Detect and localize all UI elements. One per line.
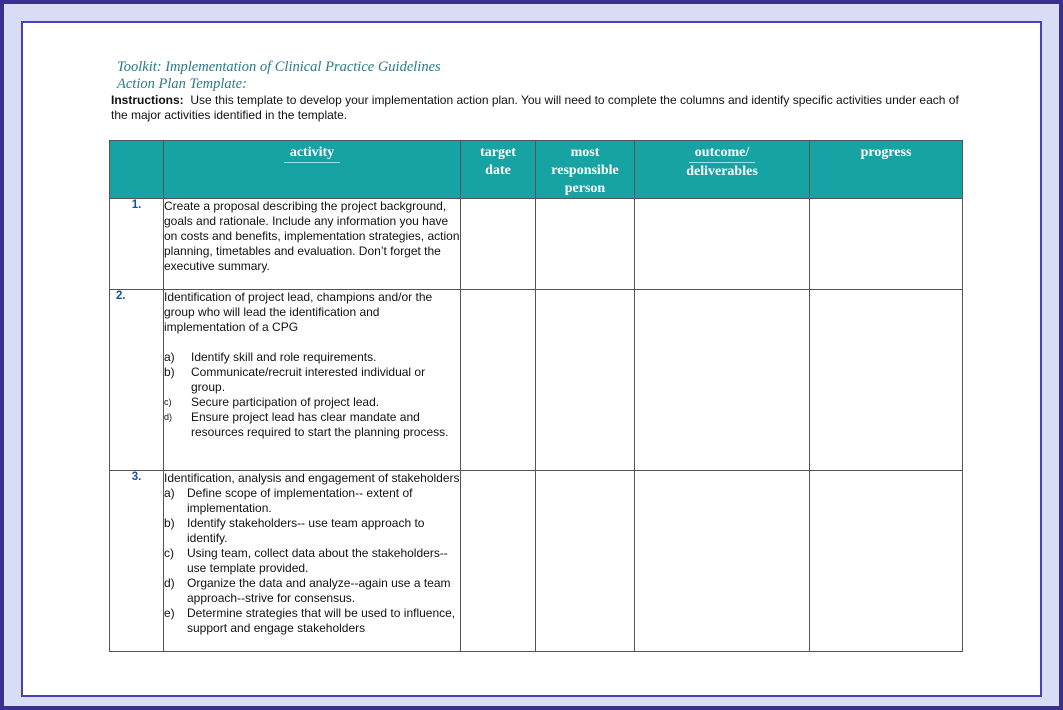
row-number: 2. <box>110 290 164 471</box>
title-line-1: Toolkit: Implementation of Clinical Practice Guidelines <box>117 59 441 75</box>
header-activity: activity <box>164 141 461 199</box>
header-responsible-person: most responsible person <box>536 141 635 199</box>
row-activity: Create a proposal describing the project background, goals and rationale. Include any information you have on costs and benefits, implementation strategies, action planning, timetables and evaluation. Don’t forget the executive summary. <box>164 199 461 290</box>
page-title <box>117 59 441 93</box>
list-item: c) Using team, collect data about the stakeholders-- use template provided. <box>164 546 448 575</box>
list-item: d) Organize the data and analyze--again use a team approach--strive for consensus. <box>164 576 451 605</box>
list-item: a) Identify skill and role requirements. <box>164 350 377 364</box>
row-activity: Identification, analysis and engagement of stakeholders a) Define scope of implementation-- extent of implementation. b) Identify stakeholders-- use team approach to identify. c) Using team, collect data about the stakeholders-- use template provided. d) Organize the data and analyze--again use a team approach--strive for consensus. e) Determine strategies that will be used to influence, support and engage stakeholders <box>164 471 461 652</box>
target-date-cell[interactable] <box>461 290 536 471</box>
header-target-date: target date <box>461 141 536 199</box>
progress-cell[interactable] <box>810 471 963 652</box>
outcome-cell[interactable] <box>635 199 810 290</box>
page-frame <box>4 4 1059 706</box>
row-number: 3. <box>110 471 164 652</box>
progress-cell[interactable] <box>810 199 963 290</box>
table-row <box>110 290 963 471</box>
list-item: b) Identify stakeholders-- use team approach to identify. <box>164 516 425 545</box>
instructions-label: Instructions: <box>111 93 184 107</box>
header-outcome-deliverables: outcome/ deliverables <box>635 141 810 199</box>
table-header-row <box>110 141 963 199</box>
responsible-person-cell[interactable] <box>536 290 635 471</box>
target-date-cell[interactable] <box>461 199 536 290</box>
list-item: c) Secure participation of project lead. <box>164 395 380 409</box>
responsible-person-cell[interactable] <box>536 199 635 290</box>
list-item: e) Determine strategies that will be used to influence, support and engage stakeholders <box>164 606 456 635</box>
header-progress: progress <box>810 141 963 199</box>
instructions-text: Use this template to develop your implementation action plan. You will need to complete the columns and identify specific activities under each of the major activities identified in the template. <box>111 93 959 122</box>
list-item: b) Communicate/recruit interested individual or group. <box>164 365 426 394</box>
outcome-cell[interactable] <box>635 290 810 471</box>
document-page <box>21 21 1042 697</box>
table-row <box>110 199 963 290</box>
instructions <box>111 93 961 123</box>
list-item: a) Define scope of implementation-- extent of implementation. <box>164 486 413 515</box>
outcome-cell[interactable] <box>635 471 810 652</box>
action-plan-table <box>109 140 963 652</box>
progress-cell[interactable] <box>810 290 963 471</box>
list-item: d) Ensure project lead has clear mandate and resources required to start the planning process. <box>164 410 449 439</box>
row-number: 1. <box>110 199 164 290</box>
title-line-2: Action Plan Template: <box>117 76 247 92</box>
table-row <box>110 471 963 652</box>
target-date-cell[interactable] <box>461 471 536 652</box>
row-activity: Identification of project lead, champions and/or the group who will lead the identification and implementation of a CPG a) Identify skill and role requirements. b) Communicate/recruit interested individual or group. c) Secure participation of project lead. d) Ensure project lead has clear mandate and resources required to start the planning process. <box>164 290 461 471</box>
header-number <box>110 141 164 199</box>
responsible-person-cell[interactable] <box>536 471 635 652</box>
